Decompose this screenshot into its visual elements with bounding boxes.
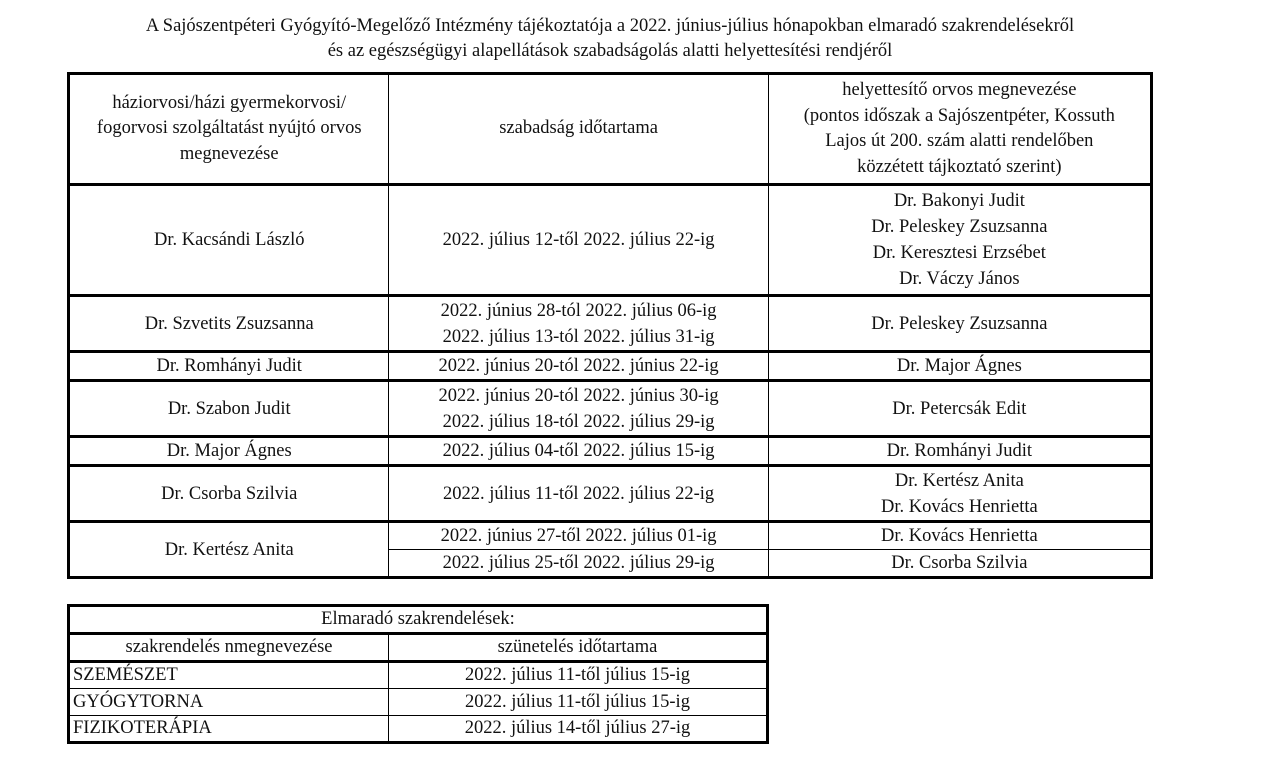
leave-period: 2022. június 20-tól 2022. június 30-ig 2022. július 18-tól 2022. július 29-ig [389,381,768,437]
specialist-table-caption: Elmaradó szakrendelések: [69,606,768,634]
table-row [69,437,1152,466]
doctor-name: Dr. Kertész Anita [69,522,389,578]
substitute-name: Dr. Csorba Szilvia [768,550,1151,578]
table-row [69,716,768,743]
substitution-table [67,72,1153,579]
header-substitute: helyettesítő orvos megnevezése (pontos időszak a Sajószentpéter, Kossuth Lajos út 200. szám alatti rendelőben közzétett tájkoztató szerint) [768,74,1151,185]
doctor-name: Dr. Kacsándi László [69,185,389,296]
substitute-list: Dr. Major Ágnes [768,352,1151,381]
doctor-name: Dr. Romhányi Judit [69,352,389,381]
substitute-list: Dr. Kertész Anita Dr. Kovács Henrietta [768,466,1151,522]
pause-period: 2022. július 11-től július 15-ig [389,662,768,689]
header-pause-period: szünetelés időtartama [389,634,768,662]
table-row [69,522,1152,550]
substitution-table-header [69,74,1152,185]
table-row [69,381,1152,437]
header-doctor: háziorvosi/házi gyermekorvosi/ fogorvosi szolgáltatást nyújtó orvos megnevezése [69,74,389,185]
substitute-list: Dr. Peleskey Zsuzsanna [768,296,1151,352]
doctor-name: Dr. Szabon Judit [69,381,389,437]
doctor-name: Dr. Csorba Szilvia [69,466,389,522]
specialty-name: SZEMÉSZET [69,662,389,689]
specialty-name: FIZIKOTERÁPIA [69,716,389,743]
table-row [69,662,768,689]
title-line-2: és az egészségügyi alapellátások szabadságolás alatti helyettesítési rendjéről [327,41,893,61]
table-row [69,466,1152,522]
specialist-table-header [69,634,768,662]
substitute-list: Dr. Bakonyi Judit Dr. Peleskey Zsuzsanna Dr. Keresztesi Erzsébet Dr. Váczy János [768,185,1151,296]
doctor-name: Dr. Major Ágnes [69,437,389,466]
substitute-list: Dr. Petercsák Edit [768,381,1151,437]
title-line-1: A Sajószentpéteri Gyógyító-Megelőző Intézmény tájékoztatója a 2022. június-július hónapokban elmaradó szakrendelésekről [145,16,1075,36]
leave-period: 2022. június 20-tól 2022. június 22-ig [389,352,768,381]
leave-period: 2022. július 11-től 2022. július 22-ig [389,466,768,522]
leave-period: 2022. július 25-től 2022. július 29-ig [389,550,768,578]
table-row [69,185,1152,296]
document-title [60,14,1160,64]
leave-period: 2022. június 28-tól 2022. július 06-ig 2022. július 13-tól 2022. július 31-ig [389,296,768,352]
doctor-name: Dr. Szvetits Zsuzsanna [69,296,389,352]
table-row [69,352,1152,381]
specialty-name: GYÓGYTORNA [69,689,389,716]
leave-period: 2022. július 12-től 2022. július 22-ig [389,185,768,296]
substitute-list: Dr. Romhányi Judit [768,437,1151,466]
leave-period: 2022. június 27-től 2022. július 01-ig [389,522,768,550]
pause-period: 2022. július 14-től július 27-ig [389,716,768,743]
table-row [69,296,1152,352]
table-row [69,689,768,716]
pause-period: 2022. július 11-től július 15-ig [389,689,768,716]
header-leave-period: szabadság időtartama [389,74,768,185]
substitute-name: Dr. Kovács Henrietta [768,522,1151,550]
header-specialty: szakrendelés nmegnevezése [69,634,389,662]
specialist-closures-table [67,604,769,744]
leave-period: 2022. július 04-től 2022. július 15-ig [389,437,768,466]
